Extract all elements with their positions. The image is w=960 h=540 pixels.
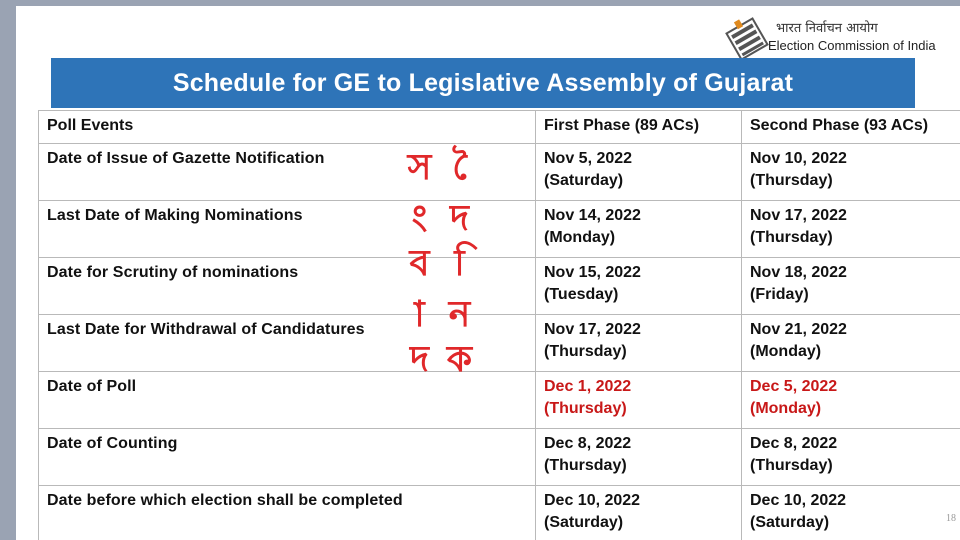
day-text: (Thursday) bbox=[750, 457, 833, 474]
logo-english-text: Election Commission of India bbox=[768, 38, 936, 53]
phase2-cell bbox=[742, 429, 960, 486]
phase2-cell bbox=[742, 315, 960, 372]
header-poll-events: Poll Events bbox=[39, 111, 536, 144]
date-text: Dec 8, 2022 bbox=[544, 435, 632, 452]
phase2-cell bbox=[742, 144, 960, 201]
logo-hindi-text: भारत निर्वाचन आयोग bbox=[776, 21, 878, 36]
table-row bbox=[39, 201, 960, 258]
event-cell: Last Date of Making Nominations bbox=[39, 201, 536, 258]
phase1-cell bbox=[536, 486, 742, 540]
eci-logo bbox=[722, 14, 952, 64]
date-text: Dec 10, 2022 bbox=[544, 492, 641, 509]
slide bbox=[16, 6, 960, 540]
phase1-cell bbox=[536, 315, 742, 372]
date-text: Nov 10, 2022 bbox=[750, 150, 847, 167]
date-text: Nov 17, 2022 bbox=[750, 207, 847, 224]
ballot-box-icon bbox=[722, 16, 772, 62]
event-cell: Last Date for Withdrawal of Candidatures bbox=[39, 315, 536, 372]
day-text: (Saturday) bbox=[544, 514, 624, 531]
newspaper-watermark: দৈনিক সংবাদ bbox=[401, 144, 482, 381]
date-text: Nov 5, 2022 bbox=[544, 150, 633, 167]
phase2-cell bbox=[742, 258, 960, 315]
phase2-cell bbox=[742, 372, 960, 429]
day-text: (Thursday) bbox=[544, 400, 627, 417]
day-text: (Tuesday) bbox=[544, 286, 619, 303]
table-row bbox=[39, 144, 960, 201]
day-text: (Thursday) bbox=[544, 343, 627, 360]
day-text: (Monday) bbox=[750, 343, 822, 360]
phase1-cell bbox=[536, 144, 742, 201]
event-cell: Date for Scrutiny of nominations bbox=[39, 258, 536, 315]
table-row bbox=[39, 315, 960, 372]
table-row bbox=[39, 429, 960, 486]
phase1-cell bbox=[536, 429, 742, 486]
date-text: Dec 8, 2022 bbox=[750, 435, 838, 452]
page-title: Schedule for GE to Legislative Assembly of Gujarat bbox=[51, 58, 915, 108]
schedule-table bbox=[38, 110, 960, 540]
date-text: Nov 17, 2022 bbox=[544, 321, 641, 338]
phase1-cell bbox=[536, 372, 742, 429]
day-text: (Saturday) bbox=[750, 514, 830, 531]
phase1-cell bbox=[536, 258, 742, 315]
phase2-cell bbox=[742, 201, 960, 258]
date-text: Dec 1, 2022 bbox=[544, 378, 632, 395]
phase1-cell bbox=[536, 201, 742, 258]
date-text: Nov 18, 2022 bbox=[750, 264, 847, 281]
phase2-cell bbox=[742, 486, 960, 540]
date-text: Nov 14, 2022 bbox=[544, 207, 641, 224]
table-row-poll-date bbox=[39, 372, 960, 429]
day-text: (Monday) bbox=[544, 229, 616, 246]
date-text: Nov 15, 2022 bbox=[544, 264, 641, 281]
event-cell: Date before which election shall be completed bbox=[39, 486, 536, 540]
day-text: (Friday) bbox=[750, 286, 809, 303]
day-text: (Thursday) bbox=[544, 457, 627, 474]
day-text: (Thursday) bbox=[750, 172, 833, 189]
date-text: Nov 21, 2022 bbox=[750, 321, 847, 338]
event-cell: Date of Counting bbox=[39, 429, 536, 486]
day-text: (Saturday) bbox=[544, 172, 624, 189]
date-text: Dec 5, 2022 bbox=[750, 378, 838, 395]
table-header-row bbox=[39, 111, 960, 144]
header-second-phase: Second Phase (93 ACs) bbox=[742, 111, 960, 144]
day-text: (Thursday) bbox=[750, 229, 833, 246]
page-number: 18 bbox=[946, 513, 956, 524]
day-text: (Monday) bbox=[750, 400, 822, 417]
event-cell: Date of Issue of Gazette Notification bbox=[39, 144, 536, 201]
table-row bbox=[39, 258, 960, 315]
event-cell: Date of Poll bbox=[39, 372, 536, 429]
date-text: Dec 10, 2022 bbox=[750, 492, 847, 509]
table-row bbox=[39, 486, 960, 540]
header-first-phase: First Phase (89 ACs) bbox=[536, 111, 742, 144]
